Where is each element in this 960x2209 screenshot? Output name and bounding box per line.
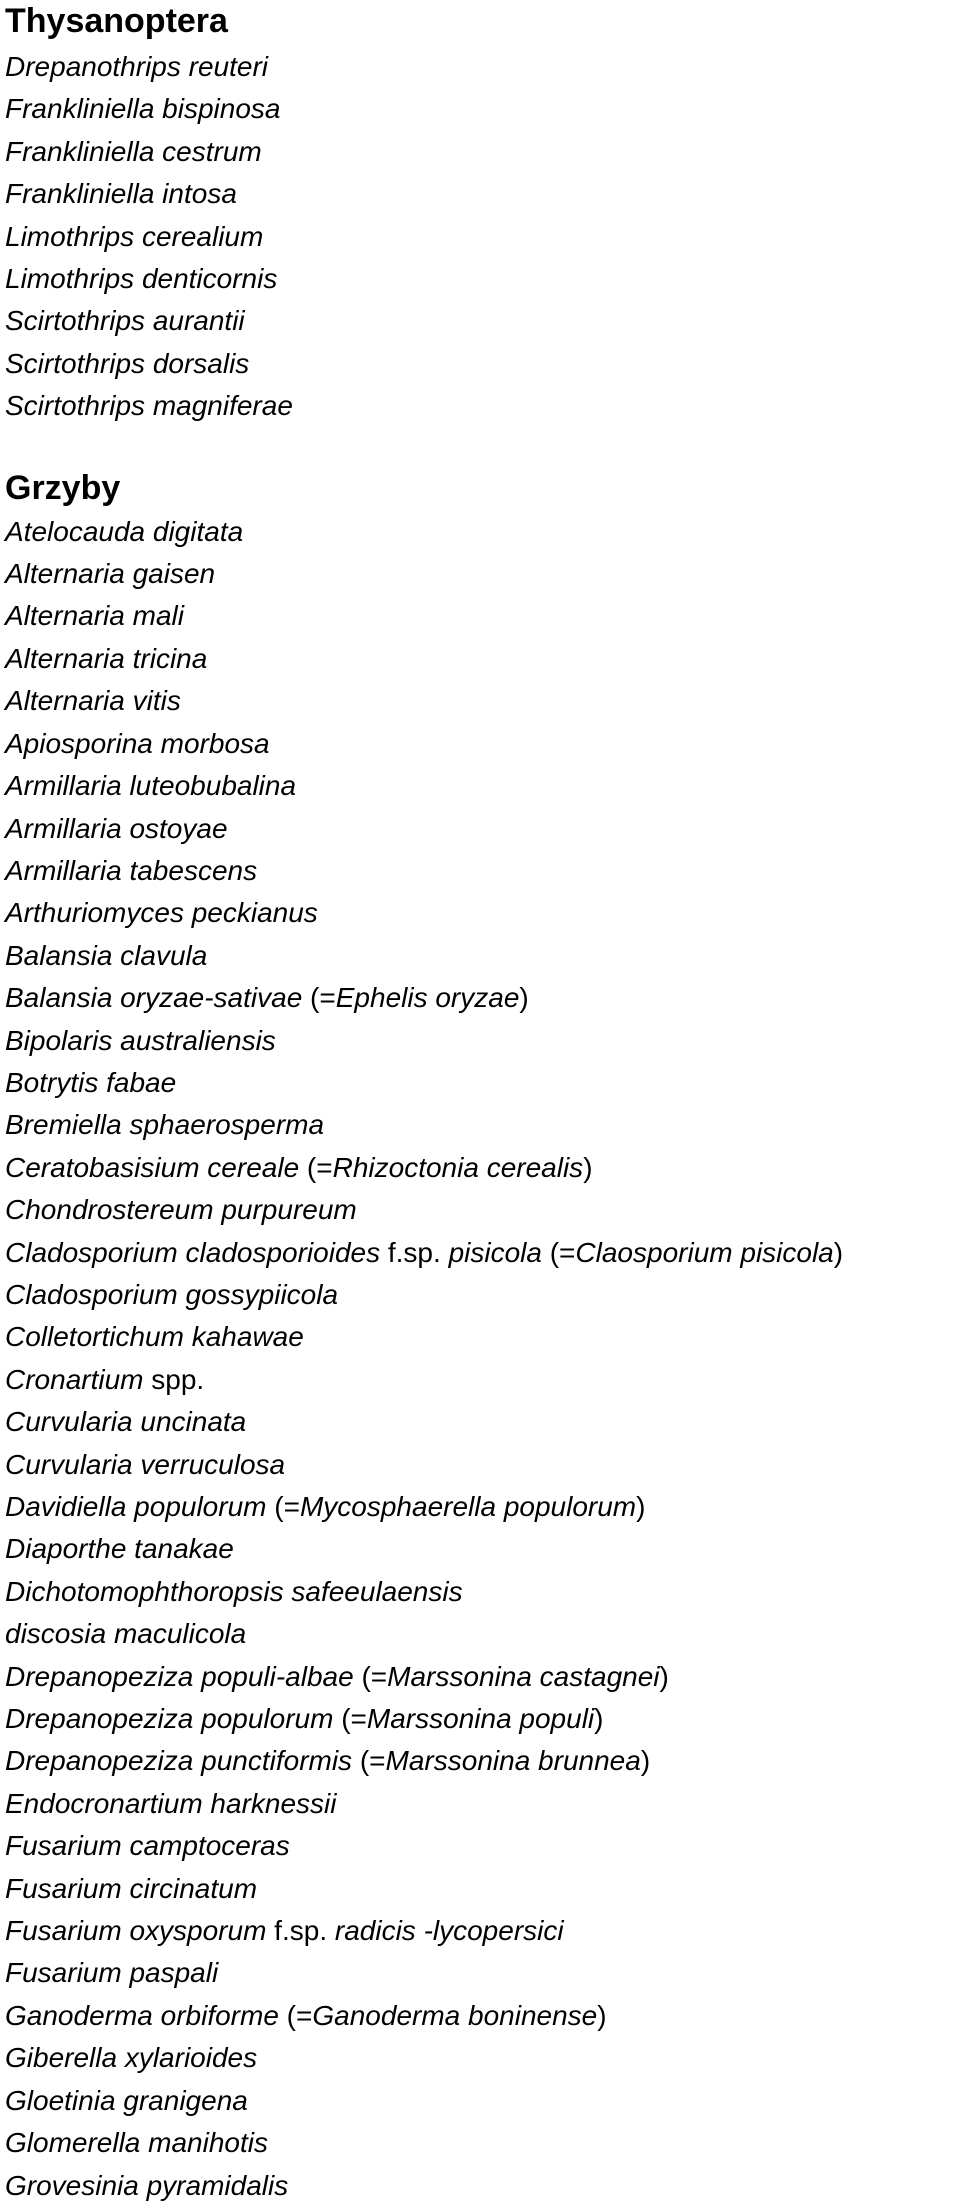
species-name-italic: Frankliniella intosa — [5, 178, 237, 210]
species-entry — [5, 892, 960, 934]
species-entry — [5, 808, 960, 850]
species-name-plain: (= — [541, 1236, 576, 1268]
species-list — [5, 46, 960, 428]
species-name-plain: ) — [640, 1745, 651, 1777]
species-name-italic: Drepanopeziza populorum — [5, 1703, 334, 1735]
species-name-italic: radicis -lycopersici — [334, 1915, 564, 1947]
species-name-italic: Alternaria vitis — [5, 685, 181, 717]
species-entry — [5, 1401, 960, 1443]
species-entry — [5, 1104, 960, 1146]
species-entry — [5, 1613, 960, 1655]
species-entry — [5, 46, 960, 88]
species-name-italic: Scirtothrips aurantii — [5, 305, 245, 337]
species-name-plain: (= — [353, 1660, 388, 1692]
species-name-italic: Gloetinia granigena — [5, 2084, 248, 2116]
species-entry — [5, 1528, 960, 1570]
species-name-italic: Davidiella populorum — [5, 1491, 267, 1522]
species-entry — [5, 1995, 960, 2037]
species-entry — [5, 1147, 960, 1189]
species-name-italic: Rhizoctonia cerealis — [332, 1151, 584, 1183]
species-name-italic: Ceratobasisium cereale — [5, 1151, 300, 1183]
species-name-italic: Arthuriomyces peckianus — [5, 897, 318, 929]
species-name-plain: ) — [659, 1660, 669, 1692]
species-entry — [5, 1189, 960, 1231]
species-name-italic: Marssonina castagnei — [387, 1660, 660, 1692]
species-name-italic: Cronartium — [5, 1363, 144, 1395]
species-name-italic: Frankliniella bispinosa — [5, 93, 281, 125]
species-name-italic: Limothrips denticornis — [5, 263, 278, 295]
species-name-italic: Armillaria tabescens — [5, 854, 258, 886]
species-entry — [5, 1783, 960, 1825]
species-entry — [5, 88, 960, 130]
species-name-plain: ) — [597, 1999, 607, 2031]
species-entry — [5, 553, 960, 595]
species-name-plain: f.sp. — [266, 1915, 335, 1947]
species-name-italic: Chondrostereum purpureum — [5, 1194, 357, 1226]
species-name-italic: Glomerella manihotis — [5, 2127, 268, 2159]
species-name-plain: spp. — [143, 1363, 205, 1395]
species-name-italic: Bremiella sphaerosperma — [5, 1109, 325, 1141]
species-name-italic: Cladosporium cladosporioides — [5, 1236, 381, 1268]
species-entry — [5, 2080, 960, 2122]
species-name-italic: Marssonina populi — [366, 1703, 595, 1735]
species-name-italic: Ephelis oryzae — [335, 982, 520, 1014]
species-name-plain: ) — [636, 1491, 646, 1522]
species-entry — [5, 2037, 960, 2079]
species-name-italic: Apiosporina morbosa — [5, 727, 270, 759]
section-heading: Thysanoptera — [5, 2, 228, 40]
species-name-italic: Bipolaris australiensis — [5, 1024, 276, 1056]
species-name-plain: (= — [266, 1491, 300, 1522]
species-entry — [5, 1444, 960, 1486]
species-name-italic: Armillaria luteobubalina — [5, 770, 297, 802]
species-name-plain: (= — [302, 982, 336, 1014]
species-name-italic: Diaporthe tanakae — [5, 1533, 234, 1565]
species-entry — [5, 680, 960, 722]
species-name-italic: Curvularia uncinata — [5, 1406, 247, 1438]
species-entry — [5, 1232, 960, 1274]
species-name-italic: Curvularia verruculosa — [5, 1448, 286, 1480]
species-entry — [5, 343, 960, 385]
species-name-plain: ) — [594, 1703, 604, 1735]
species-entry — [5, 258, 960, 300]
species-entry — [5, 173, 960, 215]
species-name-italic: Botrytis fabae — [5, 1066, 177, 1098]
species-name-plain: ) — [833, 1236, 844, 1268]
species-name-italic: Marssonina brunnea — [385, 1745, 641, 1777]
section-thysanoptera — [5, 0, 960, 428]
species-entry — [5, 511, 960, 553]
species-name-italic: Mycosphaerella populorum — [299, 1491, 637, 1522]
species-name-italic: Alternaria tricina — [5, 642, 208, 674]
species-name-italic: Colletortichum kahawae — [5, 1321, 304, 1353]
species-name-italic: Cladosporium gossypiicola — [5, 1278, 339, 1310]
species-name-italic: discosia maculicola — [5, 1618, 247, 1650]
species-name-italic: Fusarium circinatum — [5, 1872, 258, 1904]
species-name-italic: Drepanopeziza populi-albae — [5, 1660, 354, 1692]
species-name-plain: f.sp. — [380, 1236, 449, 1268]
species-entry — [5, 638, 960, 680]
species-entry — [5, 2165, 960, 2207]
species-name-italic: Armillaria ostoyae — [5, 812, 228, 844]
species-name-italic: Balansia oryzae-sativae — [5, 982, 303, 1014]
species-name-plain: (= — [352, 1745, 386, 1777]
species-entry — [5, 216, 960, 258]
species-entry — [5, 1274, 960, 1316]
species-list — [5, 511, 960, 2207]
species-entry — [5, 1910, 960, 1952]
species-name-italic: Scirtothrips dorsalis — [5, 347, 250, 379]
species-entry — [5, 385, 960, 427]
species-name-italic: Alternaria mali — [5, 600, 184, 632]
species-entry — [5, 1020, 960, 1062]
species-name-italic: Ganoderma orbiforme — [5, 1999, 279, 2031]
section-heading: Grzyby — [5, 468, 121, 507]
species-name-italic: pisicola — [448, 1236, 542, 1268]
section-grzyby — [5, 470, 960, 2207]
species-entry — [5, 1571, 960, 1613]
species-name-italic: Fusarium oxysporum — [5, 1915, 267, 1947]
species-name-italic: Alternaria gaisen — [5, 558, 216, 590]
species-name-italic: Endocronartium harknessii — [5, 1787, 337, 1819]
species-name-italic: Drepanothrips reuteri — [5, 51, 269, 82]
species-name-italic: Ganoderma boninense — [312, 1999, 598, 2031]
species-entry — [5, 1062, 960, 1104]
species-name-italic: Frankliniella cestrum — [5, 135, 262, 167]
species-name-italic: Fusarium paspali — [5, 1957, 219, 1989]
species-entry — [5, 1952, 960, 1994]
species-name-italic: Dichotomophthoropsis safeeulaensis — [5, 1575, 463, 1607]
species-name-italic: Balansia clavula — [5, 939, 208, 971]
species-entry — [5, 131, 960, 173]
species-name-plain: ) — [583, 1151, 593, 1183]
species-entry — [5, 1698, 960, 1740]
species-name-plain: (= — [299, 1151, 333, 1183]
species-name-italic: Fusarium camptoceras — [5, 1830, 290, 1862]
species-name-italic: Giberella xylarioides — [5, 2042, 258, 2074]
species-name-italic: Grovesinia pyramidalis — [5, 2169, 289, 2201]
species-entry — [5, 595, 960, 637]
species-entry — [5, 2122, 960, 2164]
species-entry — [5, 935, 960, 977]
species-name-plain: (= — [278, 1999, 313, 2031]
species-entry — [5, 1316, 960, 1358]
species-entry — [5, 850, 960, 892]
species-entry — [5, 1486, 960, 1528]
species-entry — [5, 723, 960, 765]
species-name-plain: (= — [333, 1703, 367, 1735]
species-name-plain: ) — [519, 982, 529, 1014]
species-name-italic: Limothrips cerealium — [5, 220, 264, 252]
species-name-italic: Claosporium pisicola — [575, 1236, 834, 1268]
species-entry — [5, 300, 960, 342]
species-name-italic: Atelocauda digitata — [5, 515, 244, 547]
species-entry — [5, 1740, 960, 1782]
species-name-italic: Scirtothrips magniferae — [5, 390, 293, 422]
species-entry — [5, 765, 960, 807]
species-entry — [5, 1868, 960, 1910]
species-entry — [5, 1656, 960, 1698]
species-name-italic: Drepanopeziza punctiformis — [5, 1745, 353, 1777]
species-entry — [5, 977, 960, 1019]
species-entry — [5, 1825, 960, 1867]
species-entry — [5, 1359, 960, 1401]
